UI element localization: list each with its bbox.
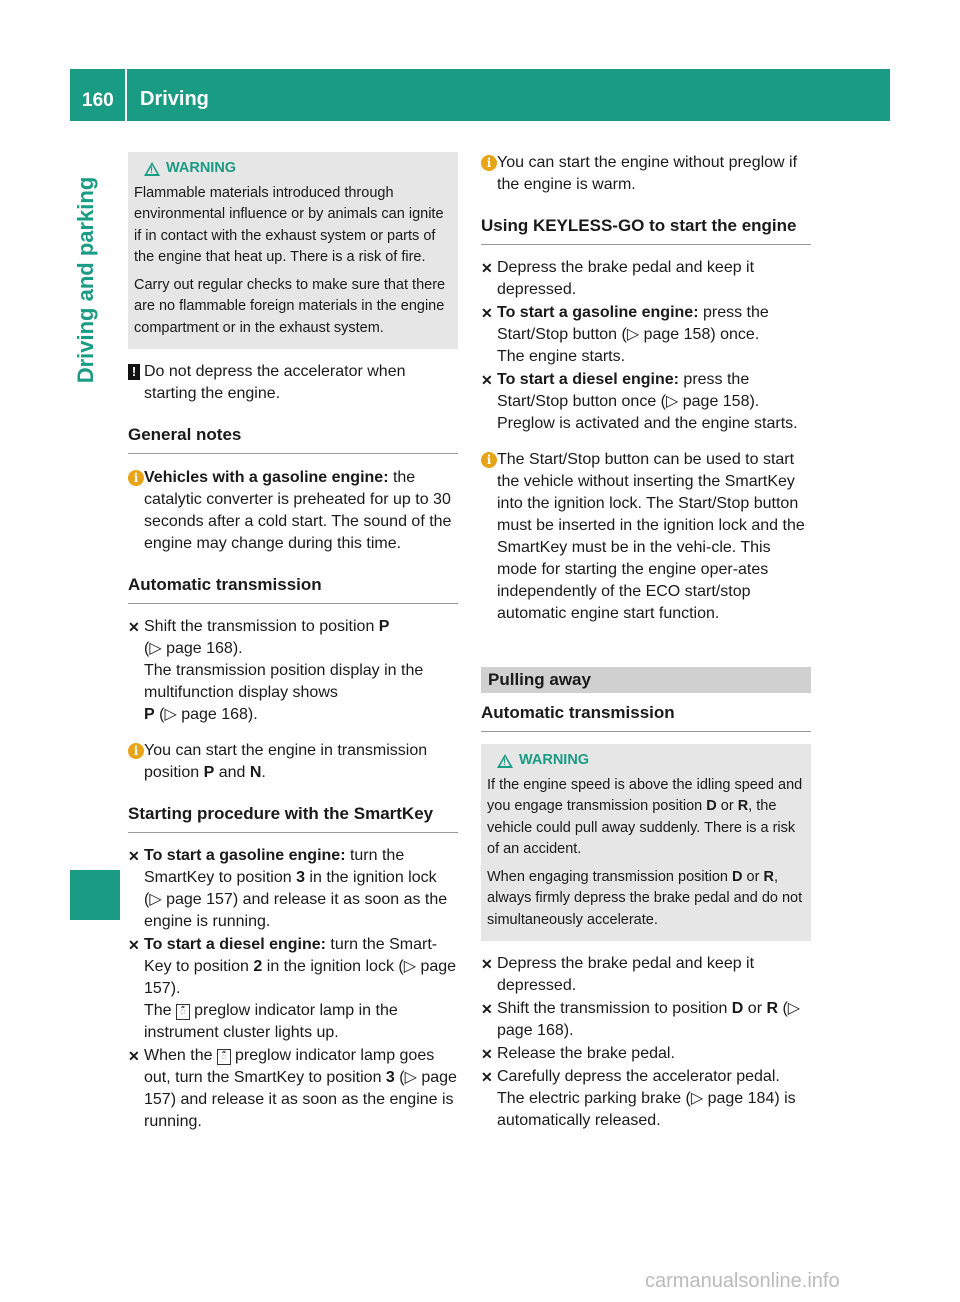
info-note: [128, 467, 458, 555]
warning-triangle-icon: [497, 754, 513, 768]
warning-fragment: , always firmly depress the brake pedal and do not simultaneously accelerate.: [487, 868, 803, 928]
bullet-arrow-icon: ✕: [481, 1001, 493, 1017]
info-note: [481, 449, 811, 625]
note-text: the catalytic converter is preheated for up to 30 seconds after a cold start. The sound of the engine may change during this time.: [144, 469, 452, 552]
position-label: P: [144, 706, 155, 723]
list-item: [128, 616, 458, 726]
step-text: turn the Smart-Key to position: [144, 936, 438, 975]
exclamation-icon: !: [128, 364, 140, 380]
step-text: When the: [144, 1047, 217, 1064]
warning-text: [487, 867, 803, 932]
section-heading: Starting procedure with the SmartKey: [128, 804, 458, 833]
step-text: in the ignition lock (▷ page 157) and release it as soon as the engine is running.: [144, 869, 448, 930]
section-heading: Using KEYLESS-GO to start the engine: [481, 216, 811, 245]
list-item: [128, 1045, 458, 1133]
bullet-arrow-icon: ✕: [481, 1069, 493, 1085]
step-text: Depress the brake pedal and keep it depressed.: [497, 955, 755, 994]
position-label: R: [766, 1000, 779, 1017]
step-text: Shift the transmission to position: [144, 618, 379, 635]
info-icon: i: [481, 155, 497, 171]
header-divider: [125, 69, 127, 121]
list-item: [128, 934, 458, 1044]
step-text: The: [144, 1002, 177, 1019]
bullet-arrow-icon: ✕: [128, 848, 140, 864]
note-text: and: [214, 764, 250, 781]
bullet-arrow-icon: ✕: [481, 305, 493, 321]
warning-heading: [497, 750, 803, 772]
warning-text: Carry out regular checks to make sure that there are no flammable foreign materials in the engine compartment or in the exhaust system.: [134, 276, 446, 336]
warning-fragment: or: [716, 798, 738, 814]
warning-triangle-icon: [144, 162, 160, 176]
info-note: [128, 740, 458, 784]
list-item: [481, 369, 811, 435]
page-ref: (▷ page 168).: [497, 1000, 801, 1039]
info-icon: i: [128, 470, 144, 486]
position-label: R: [737, 798, 749, 814]
warning-fragment: If the engine speed is above the idling speed and you engage transmission position: [487, 776, 803, 814]
preglow-icon: ᰰ: [217, 1049, 231, 1065]
page-ref: (▷ page 168).: [144, 640, 243, 657]
step-result: The transmission position display in the multifunction display shows: [144, 662, 424, 701]
step-text: preglow indicator lamp in the instrument cluster lights up.: [144, 1002, 398, 1041]
list-item: [481, 953, 811, 997]
warning-label: WARNING: [166, 160, 237, 176]
caution-note: [128, 361, 458, 405]
step-text: in the ignition lock (▷ page 157).: [144, 958, 457, 997]
section-heading: Automatic transmission: [128, 575, 458, 604]
key-position: 2: [253, 958, 263, 975]
position-label: D: [732, 868, 743, 885]
step-text: turn the SmartKey to position: [144, 847, 405, 886]
list-item: [481, 302, 811, 368]
section-heading: General notes: [128, 425, 458, 454]
list-item: [481, 1043, 811, 1065]
step-text: press the Start/Stop button (▷ page 158) once.: [497, 304, 769, 343]
section-heading: Automatic transmission: [481, 703, 811, 732]
side-tab-marker: [70, 870, 120, 920]
info-icon: i: [128, 743, 144, 759]
caution-text: Do not depress the accelerator when starting the engine.: [144, 363, 406, 402]
note-text: You can start the engine in transmission position: [144, 742, 428, 781]
note-text: You can start the engine without preglow if the engine is warm.: [497, 154, 798, 193]
step-bold: To start a gasoline engine:: [497, 304, 699, 321]
position-label: P: [203, 764, 215, 781]
step-text: press the Start/Stop button once (▷ page 158).: [497, 371, 760, 410]
info-icon: i: [481, 452, 497, 468]
warning-heading: [144, 158, 450, 180]
bullet-arrow-icon: ✕: [481, 372, 493, 388]
bullet-arrow-icon: ✕: [128, 1048, 140, 1064]
step-bold: To start a diesel engine:: [497, 371, 679, 388]
left-column: [128, 152, 458, 1133]
position-label: R: [763, 868, 774, 885]
page-number: 160: [82, 90, 114, 111]
bullet-arrow-icon: ✕: [481, 956, 493, 972]
position-label: D: [731, 1000, 744, 1017]
bullet-arrow-icon: ✕: [481, 260, 493, 276]
step-text: Shift the transmission to position: [497, 1000, 732, 1017]
step-text: (▷ page 157) and release it as soon as the engine is running.: [144, 1069, 457, 1130]
list-item: [128, 845, 458, 933]
step-text: preglow indicator lamp goes out, turn the SmartKey to position: [144, 1047, 435, 1086]
step-result: The engine starts.: [497, 348, 626, 365]
pulling-away-banner: Pulling away: [481, 667, 811, 693]
preglow-icon: ᰰ: [176, 1004, 190, 1020]
watermark: carmanualsonline.info: [645, 1270, 840, 1292]
step-text: Carefully depress the accelerator pedal.: [497, 1068, 780, 1085]
page-ref: (▷ page 168).: [154, 706, 258, 723]
list-item: [481, 1066, 811, 1132]
key-position: 3: [296, 869, 305, 886]
warning-fragment: When engaging transmission position: [487, 868, 733, 885]
warning-fragment: or: [742, 868, 764, 885]
list-item: [481, 257, 811, 301]
list-item: [481, 998, 811, 1042]
position-label: N: [249, 764, 262, 781]
bullet-arrow-icon: ✕: [128, 619, 140, 635]
warning-text: Flammable materials introduced through environmental influence or by animals can ignite if in contact with the exhaust system or parts of the engine that heat up. There is a risk of fire.: [134, 184, 444, 265]
warning-box: [128, 152, 458, 349]
step-bold: To start a diesel engine:: [144, 936, 326, 953]
note-text: The Start/Stop button can be used to start the vehicle without inserting the SmartKey into the ignition lock. The Start/Stop button must be inserted in the ignition lock and the SmartKey must be in the vehi-cle. This mode for starting the engine oper-ates independently of the ECO start/stop automatic engine start function.: [497, 451, 805, 622]
warning-box: [481, 744, 811, 941]
note-text: .: [261, 764, 266, 781]
bullet-arrow-icon: ✕: [481, 1046, 493, 1062]
page-title: Driving: [140, 88, 209, 110]
step-text: Depress the brake pedal and keep it depressed.: [497, 259, 755, 298]
bullet-arrow-icon: ✕: [128, 937, 140, 953]
step-result: The electric parking brake (▷ page 184) is automatically released.: [497, 1090, 796, 1129]
step-text: Release the brake pedal.: [497, 1045, 675, 1062]
warning-text: [487, 775, 803, 861]
warning-label: WARNING: [519, 752, 590, 768]
note-bold: Vehicles with a gasoline engine:: [144, 469, 389, 486]
position-label: P: [378, 618, 390, 635]
info-note: [481, 152, 811, 196]
key-position: 3: [385, 1069, 395, 1086]
right-column: [481, 152, 811, 1132]
step-text: or: [743, 1000, 767, 1017]
side-tab-label: Driving and parking: [73, 176, 98, 384]
warning-fragment: , the vehicle could pull away suddenly. There is a risk of an accident.: [487, 798, 796, 857]
step-bold: To start a gasoline engine:: [144, 847, 346, 864]
position-label: D: [706, 798, 717, 814]
step-result: Preglow is activated and the engine starts.: [497, 415, 798, 432]
